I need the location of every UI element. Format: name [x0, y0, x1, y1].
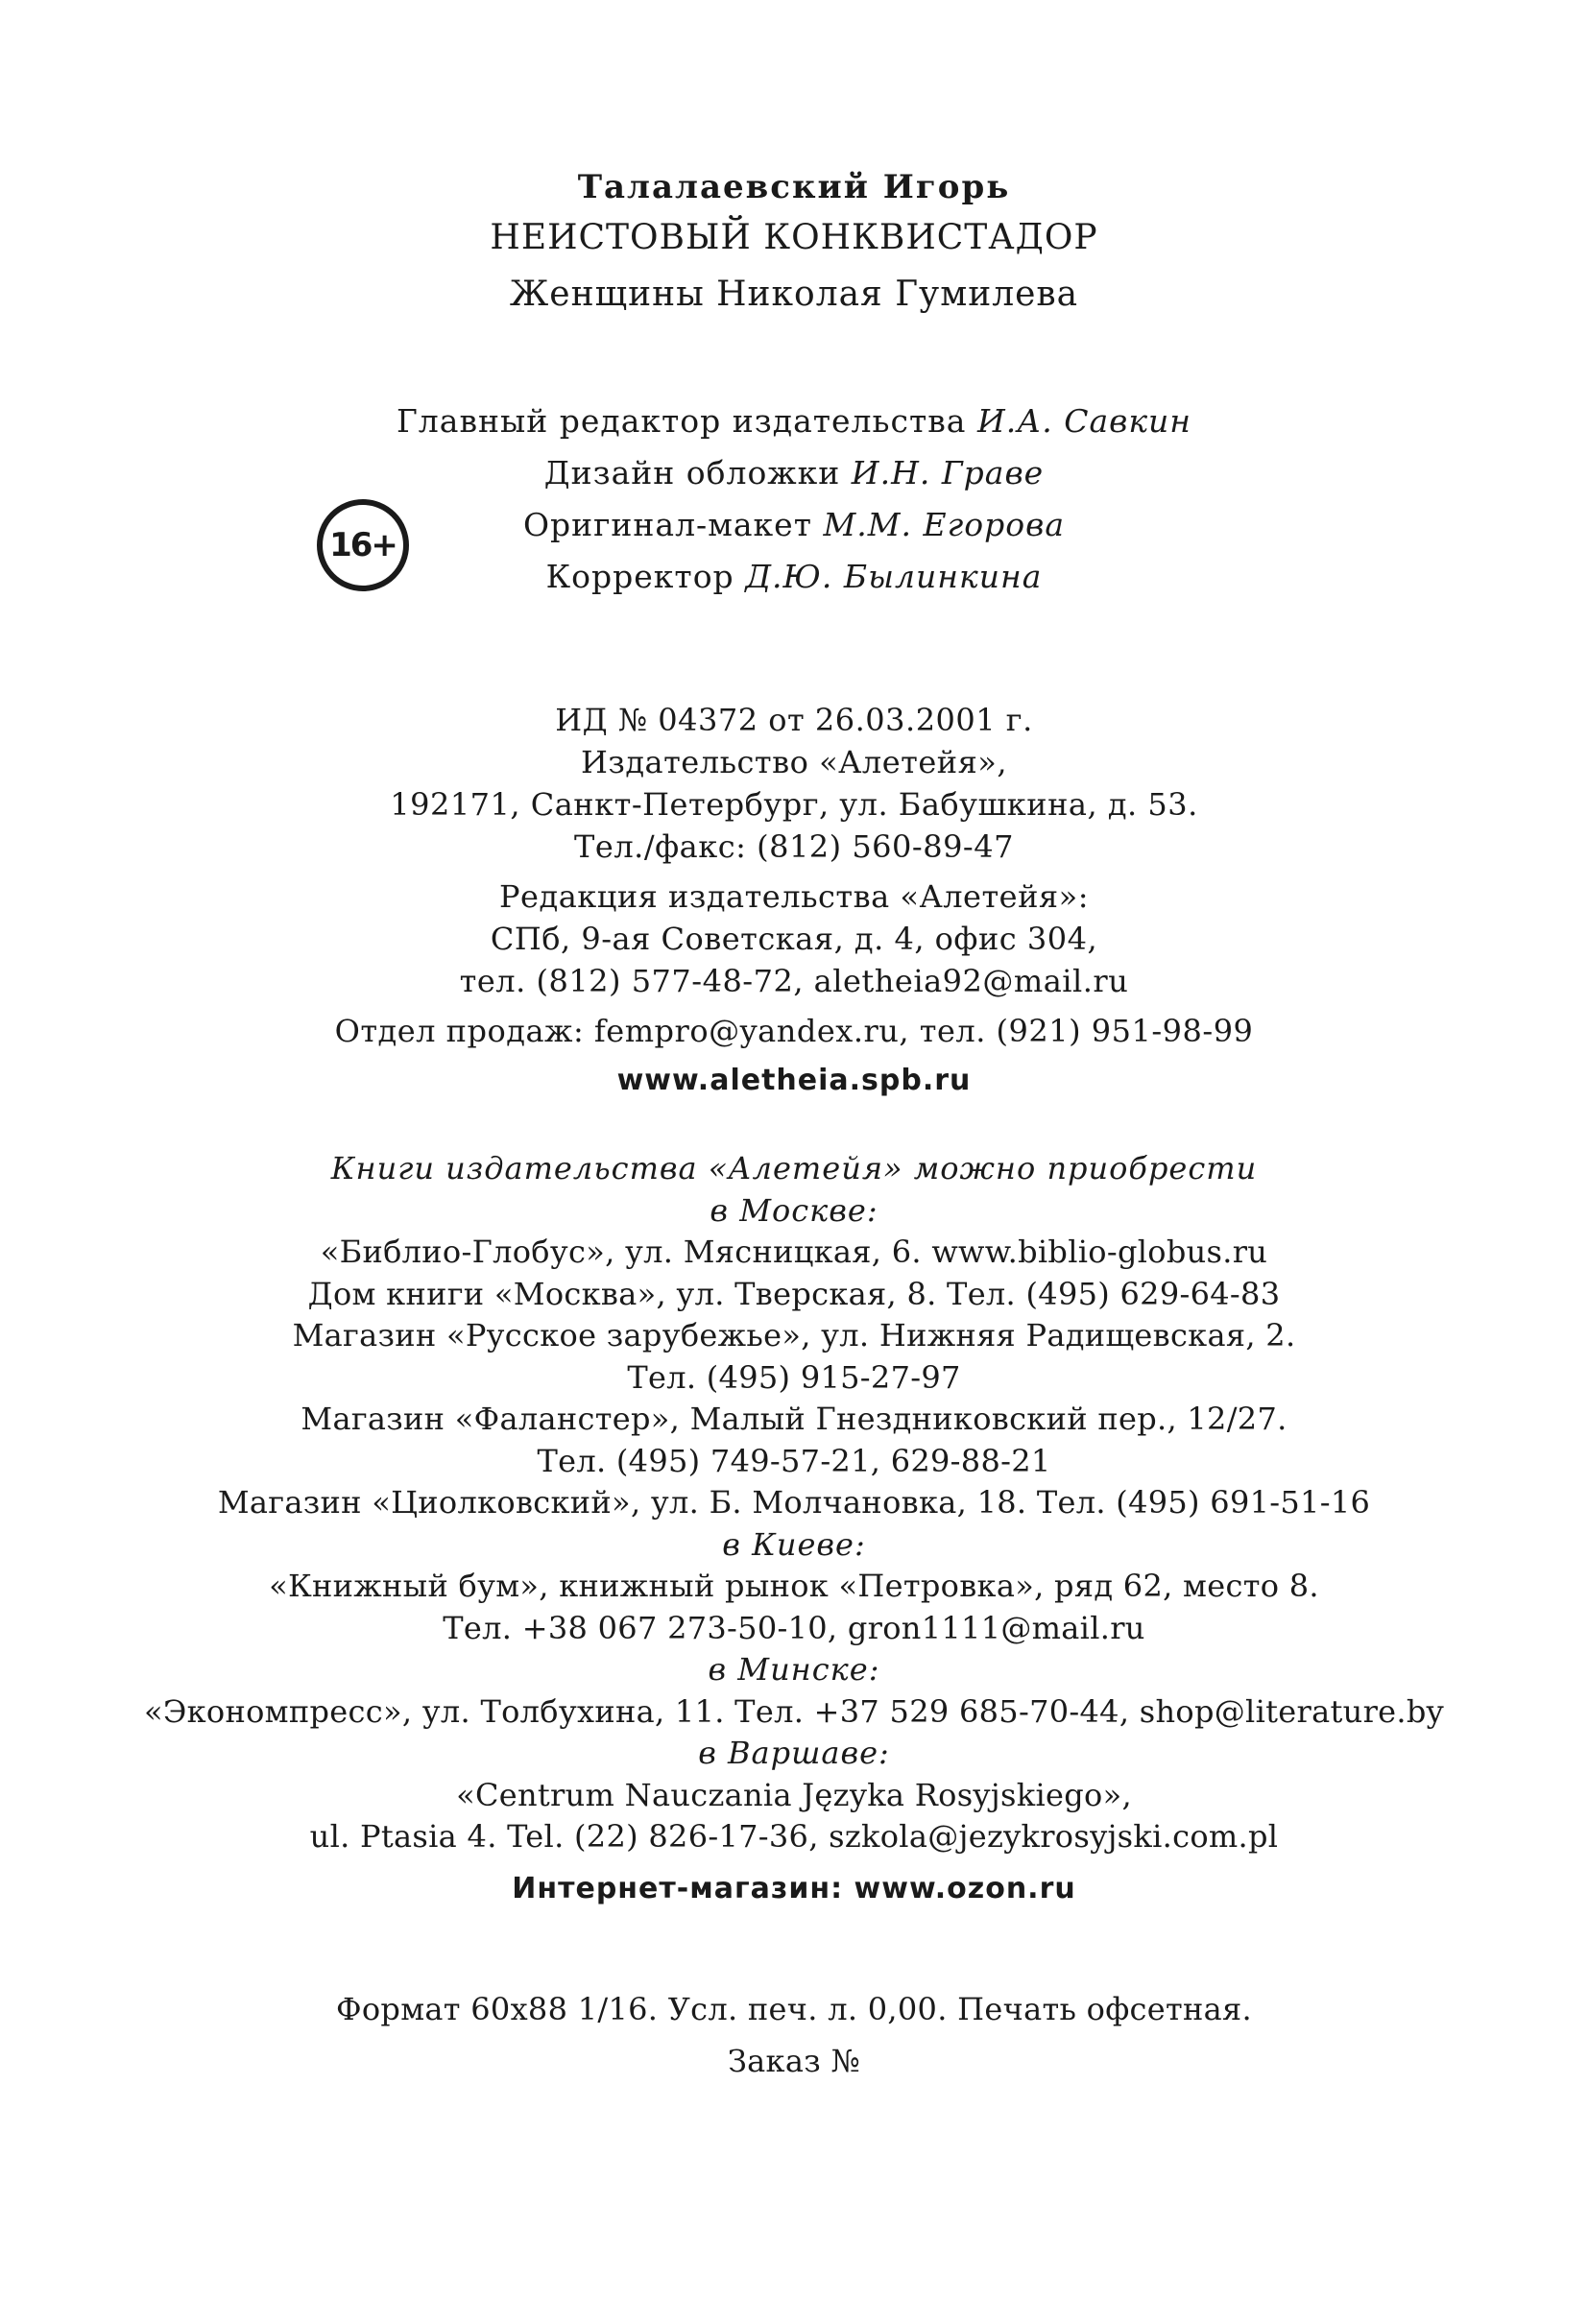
publisher-website: www.aletheia.spb.ru: [616, 1064, 972, 1097]
shop-line: «Экономпресс», ул. Толбухина, 11. Тел. +37 529 685-70-44, shop@literature.by: [143, 1692, 1445, 1730]
age-rating-badge: [317, 499, 409, 591]
title-block: [0, 165, 1588, 323]
age-rating-text: 16+: [329, 526, 397, 564]
print-format: Формат 60x88 1/16. Усл. печ. л. 0,00. Печать офсетная.: [336, 1991, 1252, 2027]
author-name: Талалаевский Игорь: [577, 168, 1011, 206]
credit-layout: [0, 499, 1588, 551]
book-subtitle: Женщины Николая Гумилева: [509, 275, 1079, 314]
order-number: Заказ №: [727, 2043, 861, 2079]
shop-line: Тел. (495) 915-27-97: [627, 1358, 961, 1396]
credit-role: Дизайн обложки: [543, 454, 841, 491]
credit-person: И.А. Савкин: [976, 402, 1192, 440]
publisher-phone: Тел./факс: (812) 560-89-47: [574, 828, 1014, 865]
city-label-warsaw: в Варшаве:: [698, 1735, 890, 1771]
online-shop: Интернет-магазин: www.ozon.ru: [512, 1871, 1076, 1905]
credits-block: [0, 395, 1588, 603]
publisher-license: ИД № 04372 от 26.03.2001 г.: [555, 702, 1033, 738]
credit-role: Оригинал-макет: [522, 506, 812, 543]
print-specs: [0, 1983, 1588, 2087]
credit-role: Главный редактор издательства: [396, 402, 967, 440]
sales-department: Отдел продаж: fempro@yandex.ru, тел. (921) 951-98-99: [334, 1013, 1254, 1049]
shop-line: Дом книги «Москва», ул. Тверская, 8. Тел. (495) 629-64-83: [307, 1275, 1281, 1312]
shop-line: Магазин «Циолковский», ул. Б. Молчановка, 18. Тел. (495) 691-51-16: [217, 1484, 1371, 1521]
shop-line: «Centrum Nauczania Języka Rosyjskiego»,: [456, 1776, 1132, 1813]
city-label-minsk: в Минске:: [708, 1651, 880, 1688]
credit-chief-editor: [0, 395, 1588, 447]
shop-line: «Книжный бум», книжный рынок «Петровка», ряд 62, место 8.: [269, 1568, 1319, 1604]
publisher-address: 192171, Санкт-Петербург, ул. Бабушкина, д. 53.: [390, 786, 1198, 823]
publisher-name: Издательство «Алетейя»,: [580, 744, 1008, 780]
shop-line: ul. Ptasia 4. Tel. (22) 826-17-36, szkola@jezykrosyjski.com.pl: [309, 1818, 1279, 1855]
shop-line: Магазин «Русское зарубежье», ул. Нижняя Радищевская, 2.: [292, 1317, 1296, 1354]
editorial-contact: тел. (812) 577-48-72, aletheia92@mail.ru: [459, 963, 1129, 999]
shop-line: Тел. +38 067 273-50-10, gron1111@mail.ru: [443, 1609, 1145, 1646]
book-title: НЕИСТОВЫЙ КОНКВИСТАДОР: [490, 218, 1098, 257]
shops-block: [0, 1148, 1588, 1909]
credit-person: И.Н. Граве: [851, 454, 1045, 491]
city-label-moscow: в Москве:: [710, 1191, 878, 1229]
city-label-kiev: в Киеве:: [722, 1525, 866, 1563]
editorial-address: СПб, 9-ая Советская, д. 4, офис 304,: [490, 921, 1098, 957]
shop-line: Тел. (495) 749-57-21, 629-88-21: [537, 1442, 1051, 1479]
publisher-info: [0, 699, 1588, 1102]
editorial-title: Редакция издательства «Алетейя»:: [499, 878, 1089, 915]
credit-role: Корректор: [545, 558, 734, 595]
credit-person: М.М. Егорова: [823, 506, 1066, 543]
credit-proofreader: [0, 551, 1588, 603]
shops-intro: Книги издательства «Алетейя» можно приобрести: [330, 1150, 1258, 1186]
shop-line: «Библио-Глобус», ул. Мясницкая, 6. www.biblio-globus.ru: [320, 1234, 1268, 1270]
shop-line: Магазин «Фаланстер», Малый Гнездниковский пер., 12/27.: [301, 1401, 1287, 1437]
credit-cover-design: [0, 447, 1588, 499]
credit-person: Д.Ю. Былинкина: [745, 558, 1043, 595]
